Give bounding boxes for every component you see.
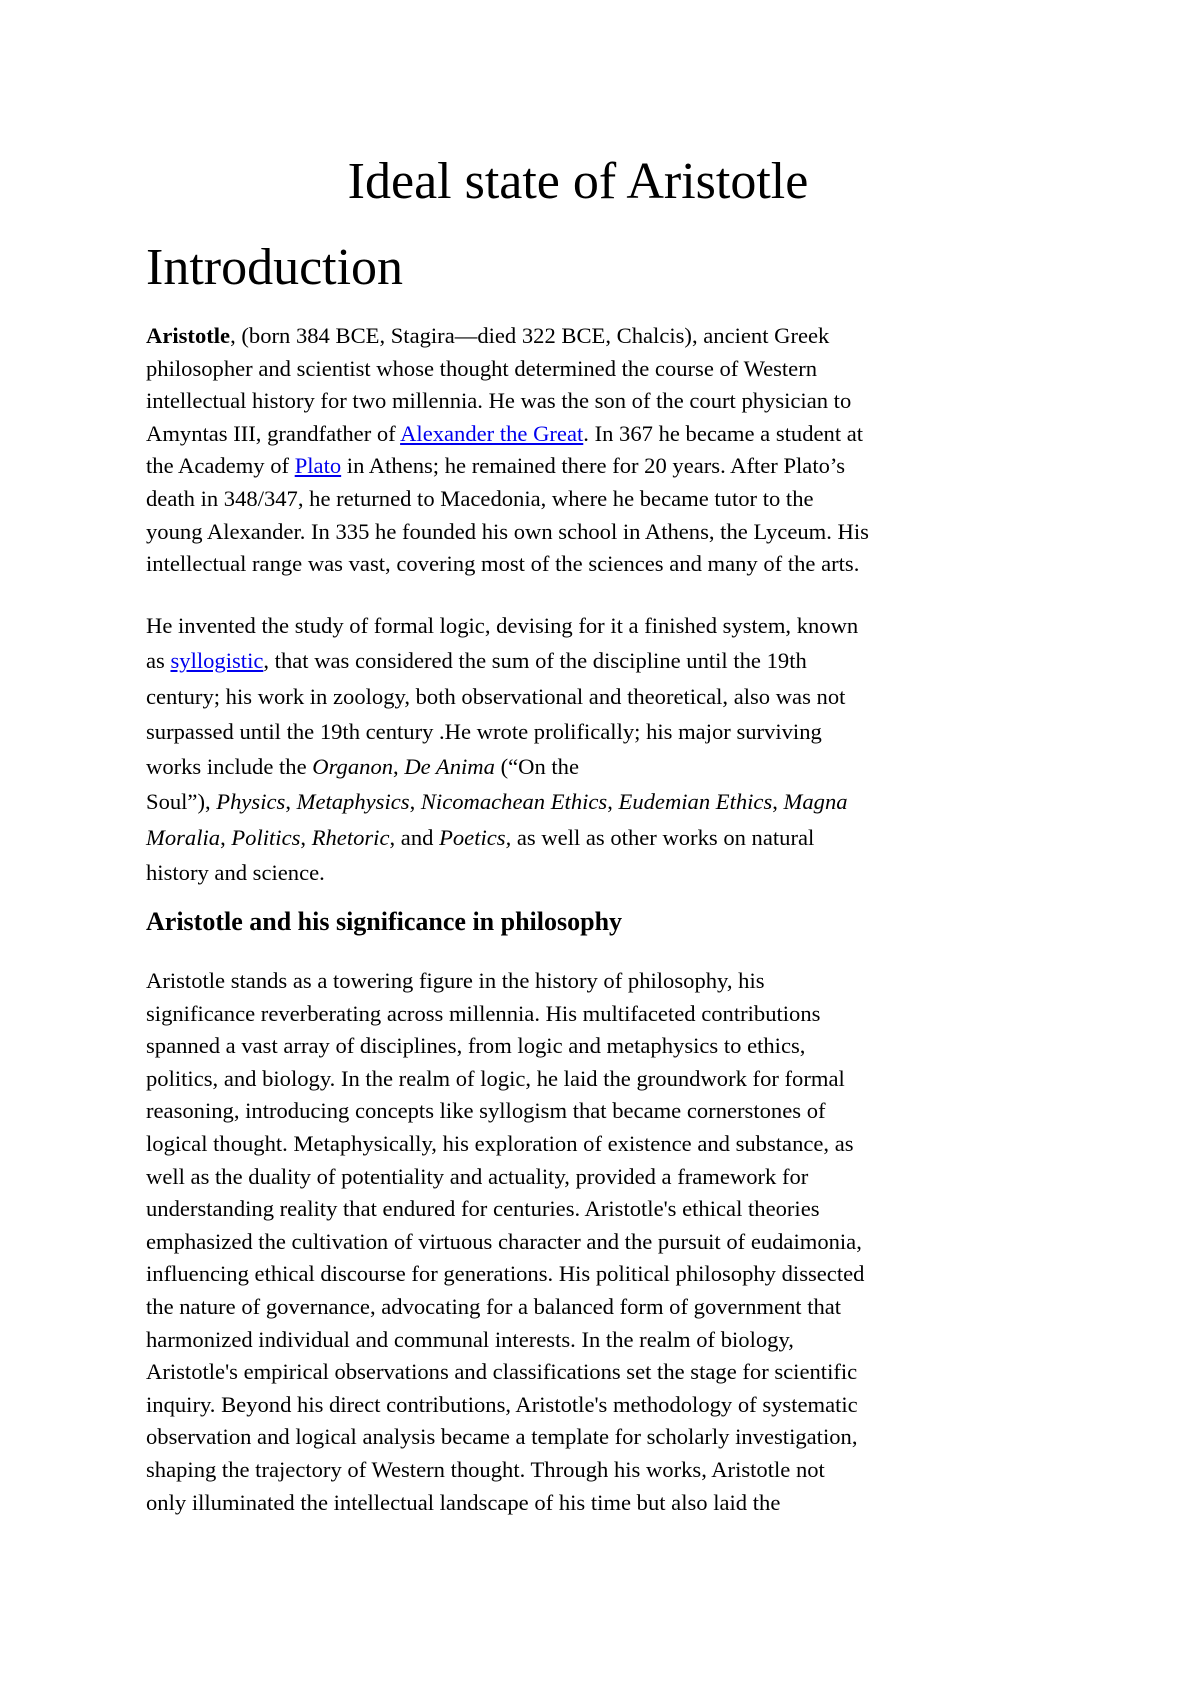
paragraph-text: in Athens; he remained there for 20 years. After Plato’s <box>341 453 845 479</box>
section-heading-significance: Aristotle and his significance in philosophy <box>146 907 623 936</box>
paragraph-line <box>146 784 1081 819</box>
paragraph-line: inquiry. Beyond his direct contributions, Aristotle's methodology of systematic <box>146 1391 858 1417</box>
document-title: Ideal state of Aristotle <box>347 153 809 210</box>
paragraph-line: He invented the study of formal logic, devising for it a finished system, known <box>146 613 859 638</box>
paragraph-line: observation and logical analysis became a template for scholarly investigation, <box>146 1424 858 1450</box>
paragraph-text: the Academy of <box>146 453 295 479</box>
bold-lead-term: Aristotle <box>146 323 231 348</box>
paragraph-line: harmonized individual and communal interests. In the realm of biology, <box>146 1326 794 1352</box>
separator: , <box>220 824 232 850</box>
paragraph-line: death in 348/347, he returned to Macedonia, where he became tutor to the <box>146 485 814 511</box>
paragraph-line: surpassed until the 19th century .He wrote prolifically; his major surviving <box>146 718 822 744</box>
paragraph-works <box>146 608 1081 890</box>
link-alexander-the-great[interactable]: Alexander the Great <box>400 420 584 446</box>
link-plato[interactable]: Plato <box>294 453 342 479</box>
paragraph-line: the nature of governance, advocating for a balanced form of government that <box>146 1293 842 1319</box>
paragraph-line: intellectual range was vast, covering most of the sciences and many of the arts. <box>146 551 860 577</box>
paragraph-line <box>146 749 1081 784</box>
paragraph-line <box>146 320 1081 353</box>
separator: , <box>393 754 405 780</box>
paragraph-line: century; his work in zoology, both observational and theoretical, also was not <box>146 683 846 709</box>
paragraph-line: intellectual history for two millennia. He was the son of the court physician to <box>146 388 852 414</box>
paragraph-introduction <box>146 320 1081 581</box>
paragraph-line <box>146 643 1081 678</box>
separator: , <box>285 789 297 815</box>
paragraph-line: understanding reality that endured for centuries. Aristotle's ethical theories <box>146 1196 820 1222</box>
paragraph-line: spanned a vast array of disciplines, from logic and metaphysics to ethics, <box>146 1033 806 1059</box>
paragraph-line <box>146 820 1081 855</box>
paragraph-significance <box>146 965 1081 1519</box>
link-syllogistic[interactable]: syllogistic <box>170 648 264 674</box>
paragraph-text: Amyntas III, grandfather of <box>146 420 401 446</box>
separator: , <box>772 789 784 815</box>
paragraph-text: Soul”), <box>146 789 217 815</box>
paragraph-line: Aristotle stands as a towering figure in the history of philosophy, his <box>146 968 765 993</box>
work-title-physics: Physics <box>216 789 286 815</box>
work-title-poetics: Poetics, <box>439 824 512 850</box>
separator: , <box>607 789 619 815</box>
paragraph-line: politics, and biology. In the realm of logic, he laid the groundwork for formal <box>146 1065 845 1091</box>
work-title-magna: Magna <box>783 789 848 815</box>
paragraph-line: significance reverberating across millennia. His multifaceted contributions <box>146 1000 821 1026</box>
paragraph-line <box>146 418 1081 451</box>
paragraph-text: . In 367 he became a student at <box>583 420 864 446</box>
work-title-nicomachean-ethics: Nicomachean Ethics <box>420 789 608 815</box>
conjunction: , and <box>389 824 440 850</box>
paragraph-line: reasoning, introducing concepts like syllogism that became cornerstones of <box>146 1098 826 1124</box>
paragraph-text: as <box>146 648 171 674</box>
work-title-moralia: Moralia <box>146 824 221 850</box>
paragraph-line: philosopher and scientist whose thought determined the course of Western <box>146 355 818 381</box>
work-title-de-anima: De Anima <box>404 754 495 780</box>
separator: , <box>300 824 312 850</box>
work-title-eudemian-ethics: Eudemian Ethics <box>618 789 773 815</box>
section-heading-introduction: Introduction <box>146 239 404 296</box>
paragraph-text: works include the <box>146 754 313 780</box>
work-title-metaphysics: Metaphysics <box>296 789 410 815</box>
work-title-rhetoric: Rhetoric <box>311 824 390 850</box>
paragraph-line: well as the duality of potentiality and actuality, provided a framework for <box>146 1163 809 1189</box>
paragraph-text: , (born 384 BCE, Stagira—died 322 BCE, Chalcis), ancient Greek <box>230 323 830 348</box>
paragraph-line: logical thought. Metaphysically, his exploration of existence and substance, as <box>146 1130 854 1156</box>
work-title-politics: Politics <box>231 824 301 850</box>
paragraph-line: history and science. <box>146 860 325 886</box>
paragraph-line: young Alexander. In 335 he founded his own school in Athens, the Lyceum. His <box>146 518 869 544</box>
paragraph-line: only illuminated the intellectual landscape of his time but also laid the <box>146 1489 781 1515</box>
paragraph-line: emphasized the cultivation of virtuous character and the pursuit of eudaimonia, <box>146 1228 862 1254</box>
paragraph-line: shaping the trajectory of Western thought. Through his works, Aristotle not <box>146 1456 825 1482</box>
paragraph-text: (“On the <box>494 754 579 780</box>
paragraph-line: influencing ethical discourse for generations. His political philosophy dissected <box>146 1261 865 1287</box>
paragraph-line: Aristotle's empirical observations and classifications set the stage for scientific <box>146 1359 858 1385</box>
separator: , <box>409 789 421 815</box>
paragraph-line <box>146 450 1081 483</box>
paragraph-text: as well as other works on natural <box>511 824 815 850</box>
work-title-organon: Organon <box>312 754 394 780</box>
paragraph-text: , that was considered the sum of the discipline until the 19th <box>263 648 807 674</box>
